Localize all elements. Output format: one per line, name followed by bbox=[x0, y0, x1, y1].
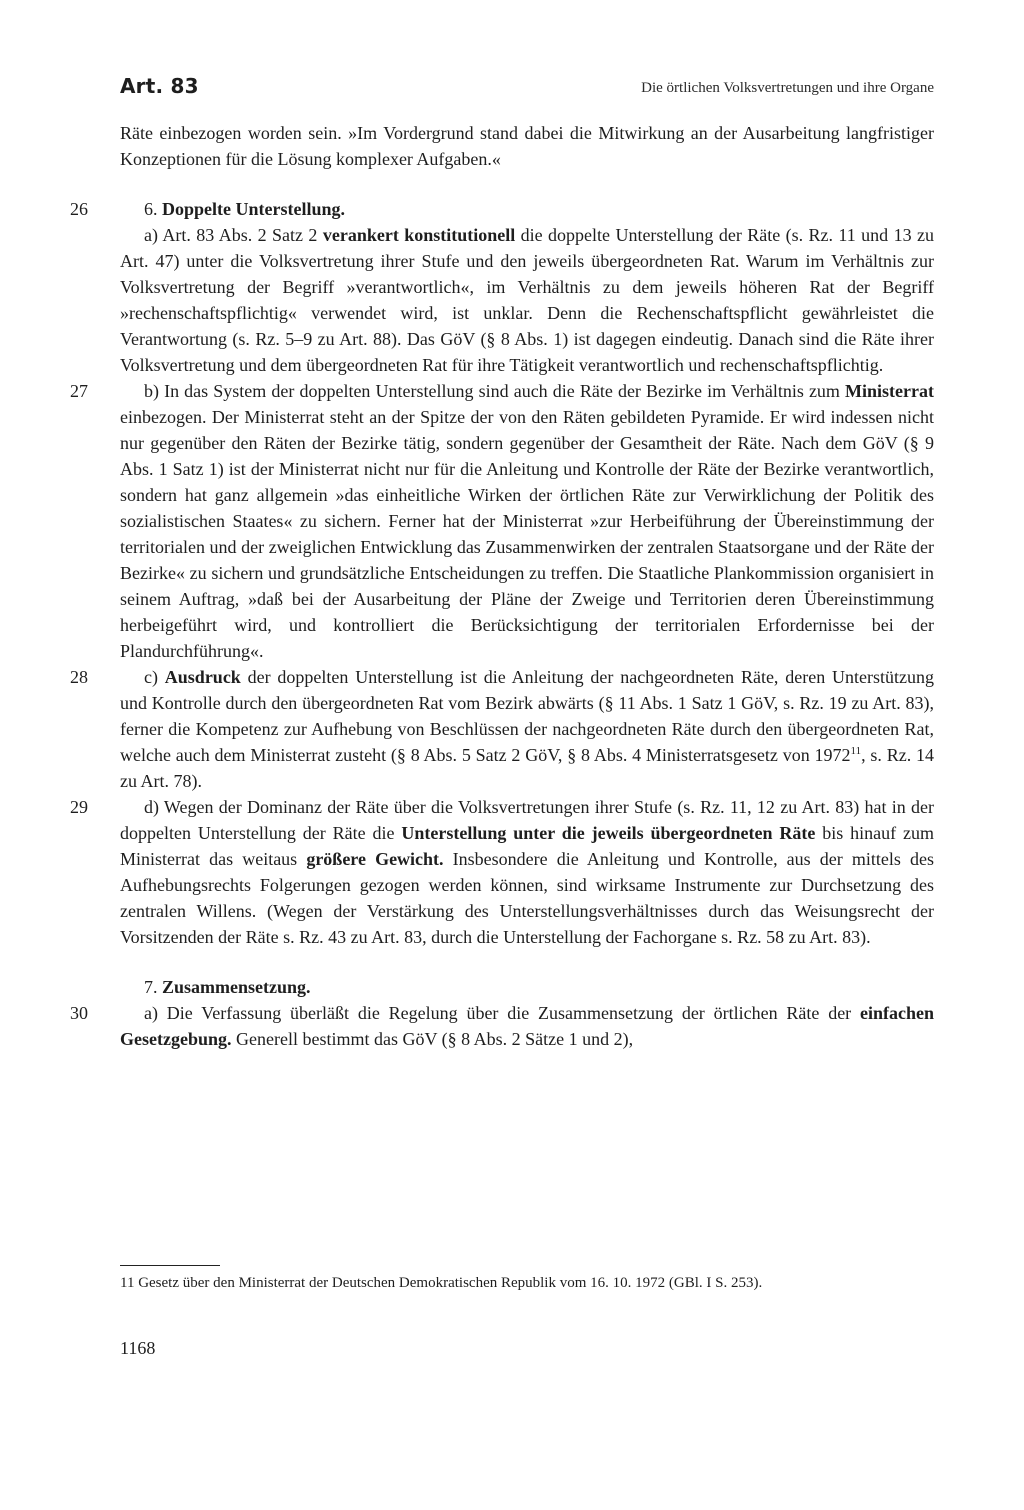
section-heading-6: 26 6. Doppelte Unterstellung. bbox=[120, 196, 934, 222]
paragraph-intro: Räte einbezogen worden sein. »Im Vordergrund stand dabei die Mitwirkung an der Ausarbeitung langfristiger Konzeptionen für die Lösung komplexer Aufgaben.« bbox=[120, 123, 934, 169]
margin-number: 30 bbox=[70, 1003, 88, 1023]
body-text bbox=[70, 120, 935, 1052]
footnote: 11 Gesetz über den Ministerrat der Deutschen Demokratischen Republik vom 16. 10. 1972 (GBl. I S. 253). bbox=[120, 1275, 763, 1291]
margin-number: 28 bbox=[70, 667, 88, 687]
paragraph-30: 30 a) Die Verfassung überläßt die Regelung über die Zusammensetzung der örtlichen Räte der einfachen Gesetzgebung. Generell bestimmt das GöV (§ 8 Abs. 2 Sätze 1 und 2), bbox=[120, 1000, 934, 1052]
paragraph-27: 27 b) In das System der doppelten Unterstellung sind auch die Räte der Bezirke im Verhältnis zum Ministerrat einbezogen. Der Ministerrat steht an der Spitze der von den Räten gebildeten Pyramide. Er wird indessen nicht nur gegenüber den Räten der Bezirke tätig, sondern gegenüber der Gesamtheit der Räte. Nach dem GöV (§ 9 Abs. 1 Satz 1) ist der Ministerrat nicht nur für die Anleitung und Kontrolle der Räte der Bezirke verantwortlich, sondern hat ganz allgemein »das einheitliche Wirken der örtlichen Räte zur Verwirklichung der Politik des sozialistischen Staates« zu sichern. Ferner hat der Ministerrat »zur Herbeiführung der Übereinstimmung der territorialen und der zweiglichen Entwicklung das Zusammenwirken der zentralen Staatsorgane und der Räte der Bezirke« zu sichern und grundsätzliche Entscheidungen zu treffen. Die Staatliche Plankommission organisiert in seinem Auftrag, »daß bei der Ausarbeitung der Pläne der Zweige und Territorien deren Übereinstimmung herbeigeführt wird, und kontrolliert die Berücksichtigung der territorialen Erfordernisse bei der Plandurchführung«. bbox=[120, 378, 934, 664]
paragraph-29: 29 d) Wegen der Dominanz der Räte über die Volksvertretungen ihrer Stufe (s. Rz. 11, 12 zu Art. 83) hat in der doppelten Unterstellung der Räte die Unterstellung unter die jeweils übergeordneten Räte bis hinauf zum Ministerrat das weitaus größere Gewicht. Insbesondere die Anleitung und Kontrolle, aus der mittels des Aufhebungsrechts Folgerungen gezogen werden können, sind wirksame Instrumente zur Durchsetzung des zentralen Willens. (Wegen der Verstärkung des Unterstellungsverhältnisses durch das Weisungsrecht der Vorsitzenden der Räte s. Rz. 43 zu Art. 83, durch die Unterstellung der Fachorgane s. Rz. 58 zu Art. 83). bbox=[120, 794, 934, 950]
paragraph-28: 28 c) Ausdruck der doppelten Unterstellung ist die Anleitung der nachgeordneten Räte, deren Unterstützung und Kontrolle durch den übergeordneten Rat vom Bezirk abwärts (§ 11 Abs. 1 Satz 1 GöV, s. Rz. 19 zu Art. 83), ferner die Kompetenz zur Aufhebung von Beschlüssen der nachgeordneten Räte durch den übergeordneten Rat, welche auch dem Ministerrat zusteht (§ 8 Abs. 5 Satz 2 GöV, § 8 Abs. 4 Ministerratsgesetz von 1972$^{11}$, s. Rz. 14 zu Art. 78). bbox=[120, 664, 934, 794]
margin-number: 29 bbox=[70, 797, 88, 817]
margin-number: 26 bbox=[70, 199, 88, 219]
article-label: Art. 83 bbox=[120, 74, 199, 98]
page-header bbox=[120, 76, 934, 106]
margin-number: 27 bbox=[70, 381, 88, 401]
running-head: Die örtlichen Volksvertretungen und ihre Organe bbox=[641, 80, 934, 96]
page-number: 1168 bbox=[120, 1338, 156, 1358]
paragraph-26: a) Art. 83 Abs. 2 Satz 2 verankert konstitutionell die doppelte Unterstellung der Räte (s. Rz. 11 und 13 zu Art. 47) unter die Volksvertretung ihrer Stufe und den jeweils übergeordneten Rat. Warum im Verhältnis zur Volksvertretung der Begriff »verantwortlich«, im Verhältnis zu dem jeweils höheren Rat der Begriff »rechenschaftspflichtig« verwendet wird, ist unklar. Denn die Rechenschaftspflicht gewährleistet die Verantwortung (s. Rz. 5–9 zu Art. 88). Das GöV (§ 8 Abs. 1) ist dagegen eindeutig. Danach sind die Räte ihrer Volksvertretung und dem übergeordneten Rat für ihre Tätigkeit verantwortlich und rechenschaftspflichtig. bbox=[120, 225, 934, 375]
section-title: Zusammensetzung. bbox=[162, 977, 311, 997]
footnote-divider bbox=[120, 1265, 220, 1266]
footnote-ref[interactable]: 11 bbox=[850, 745, 862, 757]
section-heading-7: 7. Zusammensetzung. bbox=[144, 977, 311, 997]
section-title: Doppelte Unterstellung. bbox=[162, 199, 345, 219]
